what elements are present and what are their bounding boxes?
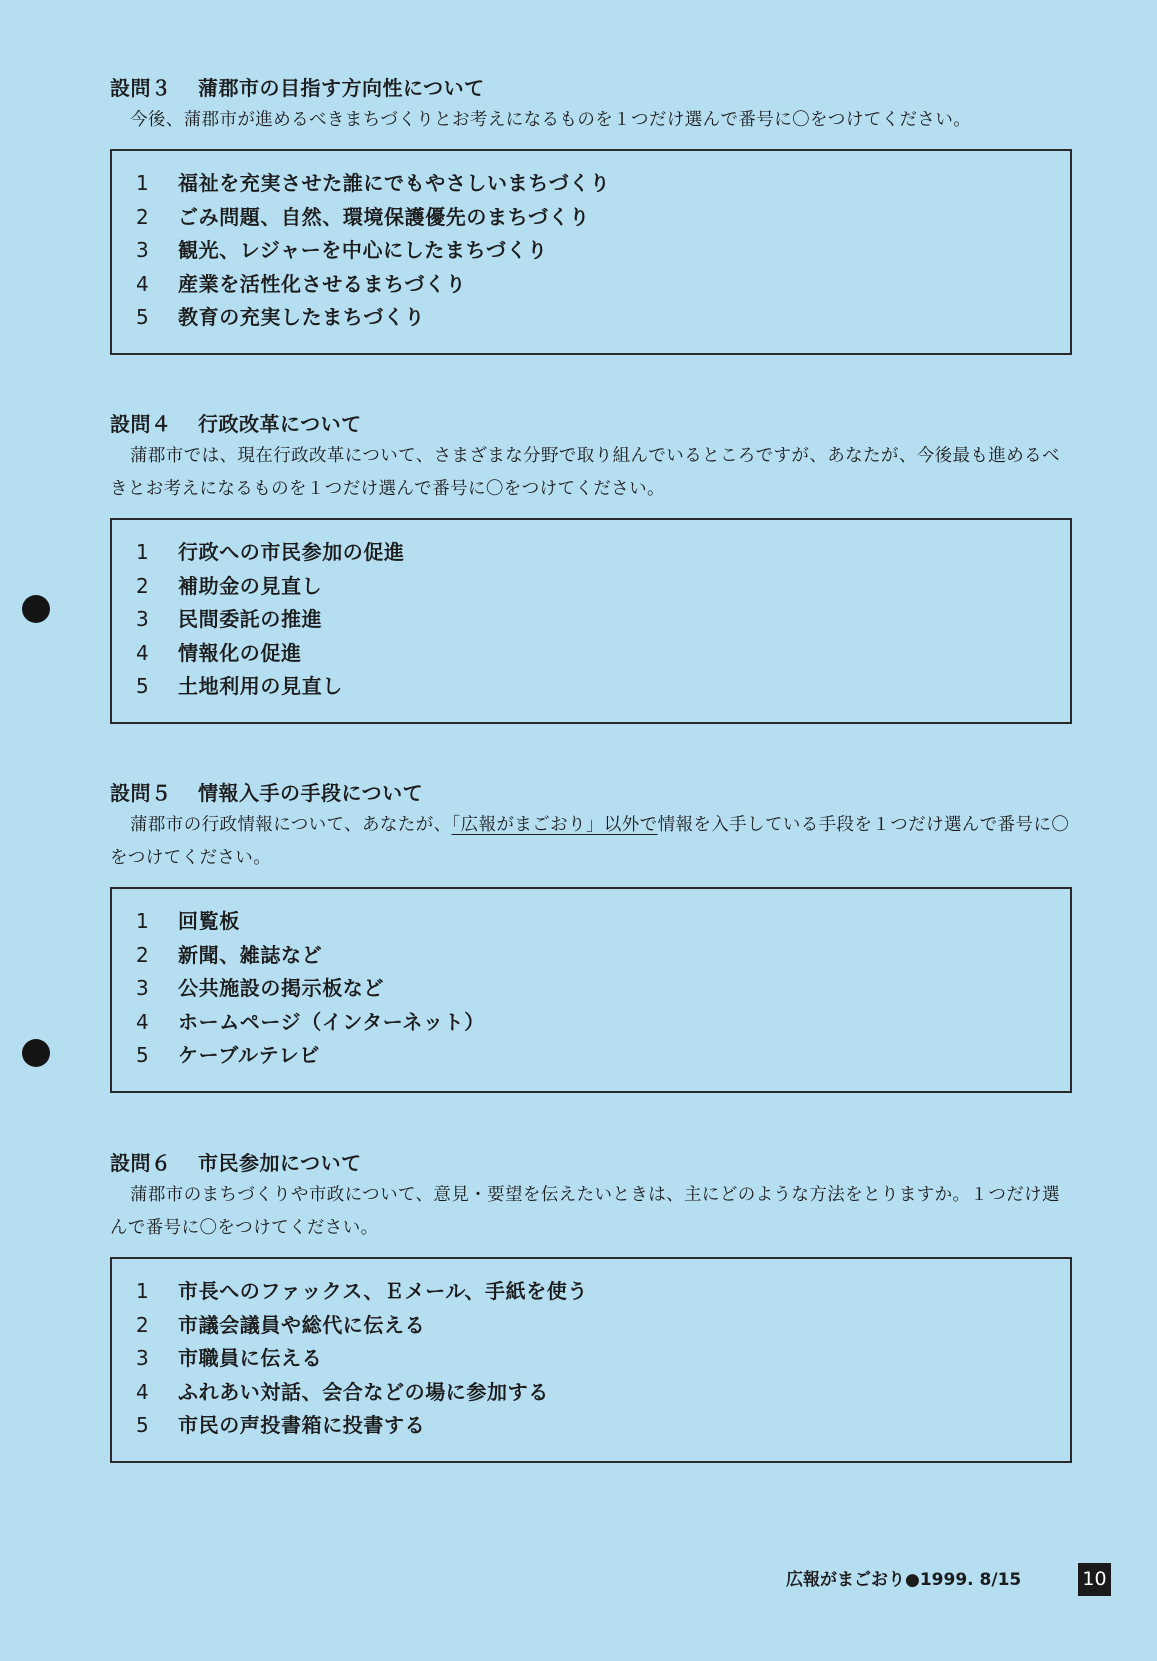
binder-hole-top (22, 595, 50, 623)
option-label: ケーブルテレビ (178, 1043, 320, 1067)
question-number: 設問６ (110, 1151, 172, 1175)
option-item[interactable] (136, 972, 1070, 1006)
option-number: 3 (136, 976, 150, 1000)
option-number: 1 (136, 1279, 150, 1303)
instruction-text: 情報を入手している手段を１つだけ選んで番号に〇をつけてください。 (110, 815, 1070, 868)
publication-name: 広報がまごおり (786, 1570, 905, 1590)
option-item[interactable] (136, 670, 1070, 704)
option-item[interactable] (136, 1006, 1070, 1040)
options-box (110, 518, 1072, 724)
question-title (110, 779, 1072, 807)
option-label: 福祉を充実させた誰にでもやさしいまちづくり (178, 171, 611, 195)
option-item[interactable] (136, 201, 1070, 235)
option-number: 5 (136, 1413, 150, 1437)
question-heading: 市民参加について (198, 1151, 362, 1175)
option-label: 公共施設の掲示板など (178, 976, 384, 1000)
option-number: 5 (136, 1043, 150, 1067)
option-item[interactable] (136, 1376, 1070, 1410)
option-label: ホームページ（インターネット） (178, 1009, 485, 1034)
question-number: 設問３ (110, 76, 172, 100)
option-item[interactable] (136, 905, 1070, 939)
option-number: 1 (136, 540, 150, 564)
option-number: 2 (136, 573, 150, 598)
question-number: 設問４ (110, 412, 172, 436)
option-item[interactable] (136, 1309, 1070, 1343)
question-title (110, 1149, 1072, 1177)
question-instruction: 今後、蒲郡市が進めるべきまちづくりとお考えになるものを１つだけ選んで番号に〇をつけてください。 (130, 110, 972, 130)
option-item[interactable] (136, 268, 1070, 302)
option-item[interactable] (136, 939, 1070, 973)
question-5 (110, 779, 1072, 1093)
option-number: 3 (136, 607, 150, 631)
option-number: 4 (136, 1009, 150, 1034)
instruction-underlined-text: 「広報がまごおり」以外で (451, 815, 658, 835)
option-label: 市議会議員や総代に伝える (178, 1312, 426, 1337)
option-label: 産業を活性化させるまちづくり (178, 271, 467, 296)
option-number: 1 (136, 909, 150, 933)
option-number: 5 (136, 674, 150, 698)
question-instruction: 蒲郡市では、現在行政改革について、さまざまな分野で取り組んでいるところですが、あなたが、今後最も進めるべきとお考えになるものを１つだけ選んで番号に〇をつけてください。 (110, 446, 1060, 499)
option-number: 4 (136, 640, 150, 665)
question-title (110, 410, 1072, 438)
question-heading: 情報入手の手段について (198, 781, 424, 805)
instruction-text: 蒲郡市の行政情報について、あなたが、 (130, 815, 452, 835)
option-label: ふれあい対話、会合などの場に参加する (178, 1379, 549, 1404)
option-label: 情報化の促進 (178, 640, 302, 665)
option-item[interactable] (136, 1039, 1070, 1073)
question-title (110, 74, 1072, 102)
question-heading: 行政改革について (198, 412, 362, 436)
question-number: 設問５ (110, 781, 172, 805)
option-item[interactable] (136, 234, 1070, 268)
option-number: 2 (136, 1312, 150, 1337)
question-instruction: 蒲郡市のまちづくりや市政について、意見・要望を伝えたいときは、主にどのような方法をとりますか。１つだけ選んで番号に〇をつけてください。 (110, 1185, 1060, 1238)
option-item[interactable] (136, 1342, 1070, 1376)
option-label: 行政への市民参加の促進 (178, 540, 405, 564)
footer-publication (786, 1562, 1021, 1598)
option-label: 民間委託の推進 (178, 607, 323, 631)
page-number: 10 (1078, 1563, 1111, 1596)
options-box (110, 1257, 1072, 1463)
option-label: 回覧板 (178, 909, 240, 933)
question-3 (110, 74, 1072, 355)
option-number: 3 (136, 1346, 150, 1370)
bullet-icon: ● (905, 1570, 920, 1590)
option-number: 5 (136, 305, 150, 329)
options-box (110, 149, 1072, 355)
option-item[interactable] (136, 301, 1070, 335)
question-heading: 蒲郡市の目指す方向性について (198, 76, 485, 100)
option-number: 4 (136, 271, 150, 296)
option-label: 市職員に伝える (178, 1346, 323, 1370)
issue-date: 1999. 8/15 (919, 1570, 1022, 1590)
option-number: 1 (136, 171, 150, 195)
option-number: 2 (136, 942, 150, 967)
option-item[interactable] (136, 536, 1070, 570)
option-label: 土地利用の見直し (178, 674, 343, 698)
option-label: 補助金の見直し (178, 573, 323, 598)
options-box (110, 887, 1072, 1093)
option-label: 観光、レジャーを中心にしたまちづくり (178, 238, 548, 262)
option-number: 4 (136, 1379, 150, 1404)
option-item[interactable] (136, 1409, 1070, 1443)
option-label: 教育の充実したまちづくり (178, 305, 425, 329)
option-label: 新聞、雑誌など (178, 942, 323, 967)
option-label: 市民の声投書箱に投書する (178, 1413, 426, 1437)
option-item[interactable] (136, 167, 1070, 201)
question-instruction (110, 809, 1072, 875)
option-item[interactable] (136, 603, 1070, 637)
question-4 (110, 410, 1072, 724)
option-item[interactable] (136, 637, 1070, 671)
option-label: ごみ問題、自然、環境保護優先のまちづくり (178, 204, 590, 229)
option-item[interactable] (136, 1275, 1070, 1309)
option-number: 2 (136, 204, 150, 229)
question-6 (110, 1149, 1072, 1463)
binder-hole-bottom (22, 1039, 50, 1067)
option-label: 市長へのファックス、Ｅメール、手紙を使う (178, 1279, 588, 1303)
option-item[interactable] (136, 570, 1070, 604)
option-number: 3 (136, 238, 150, 262)
